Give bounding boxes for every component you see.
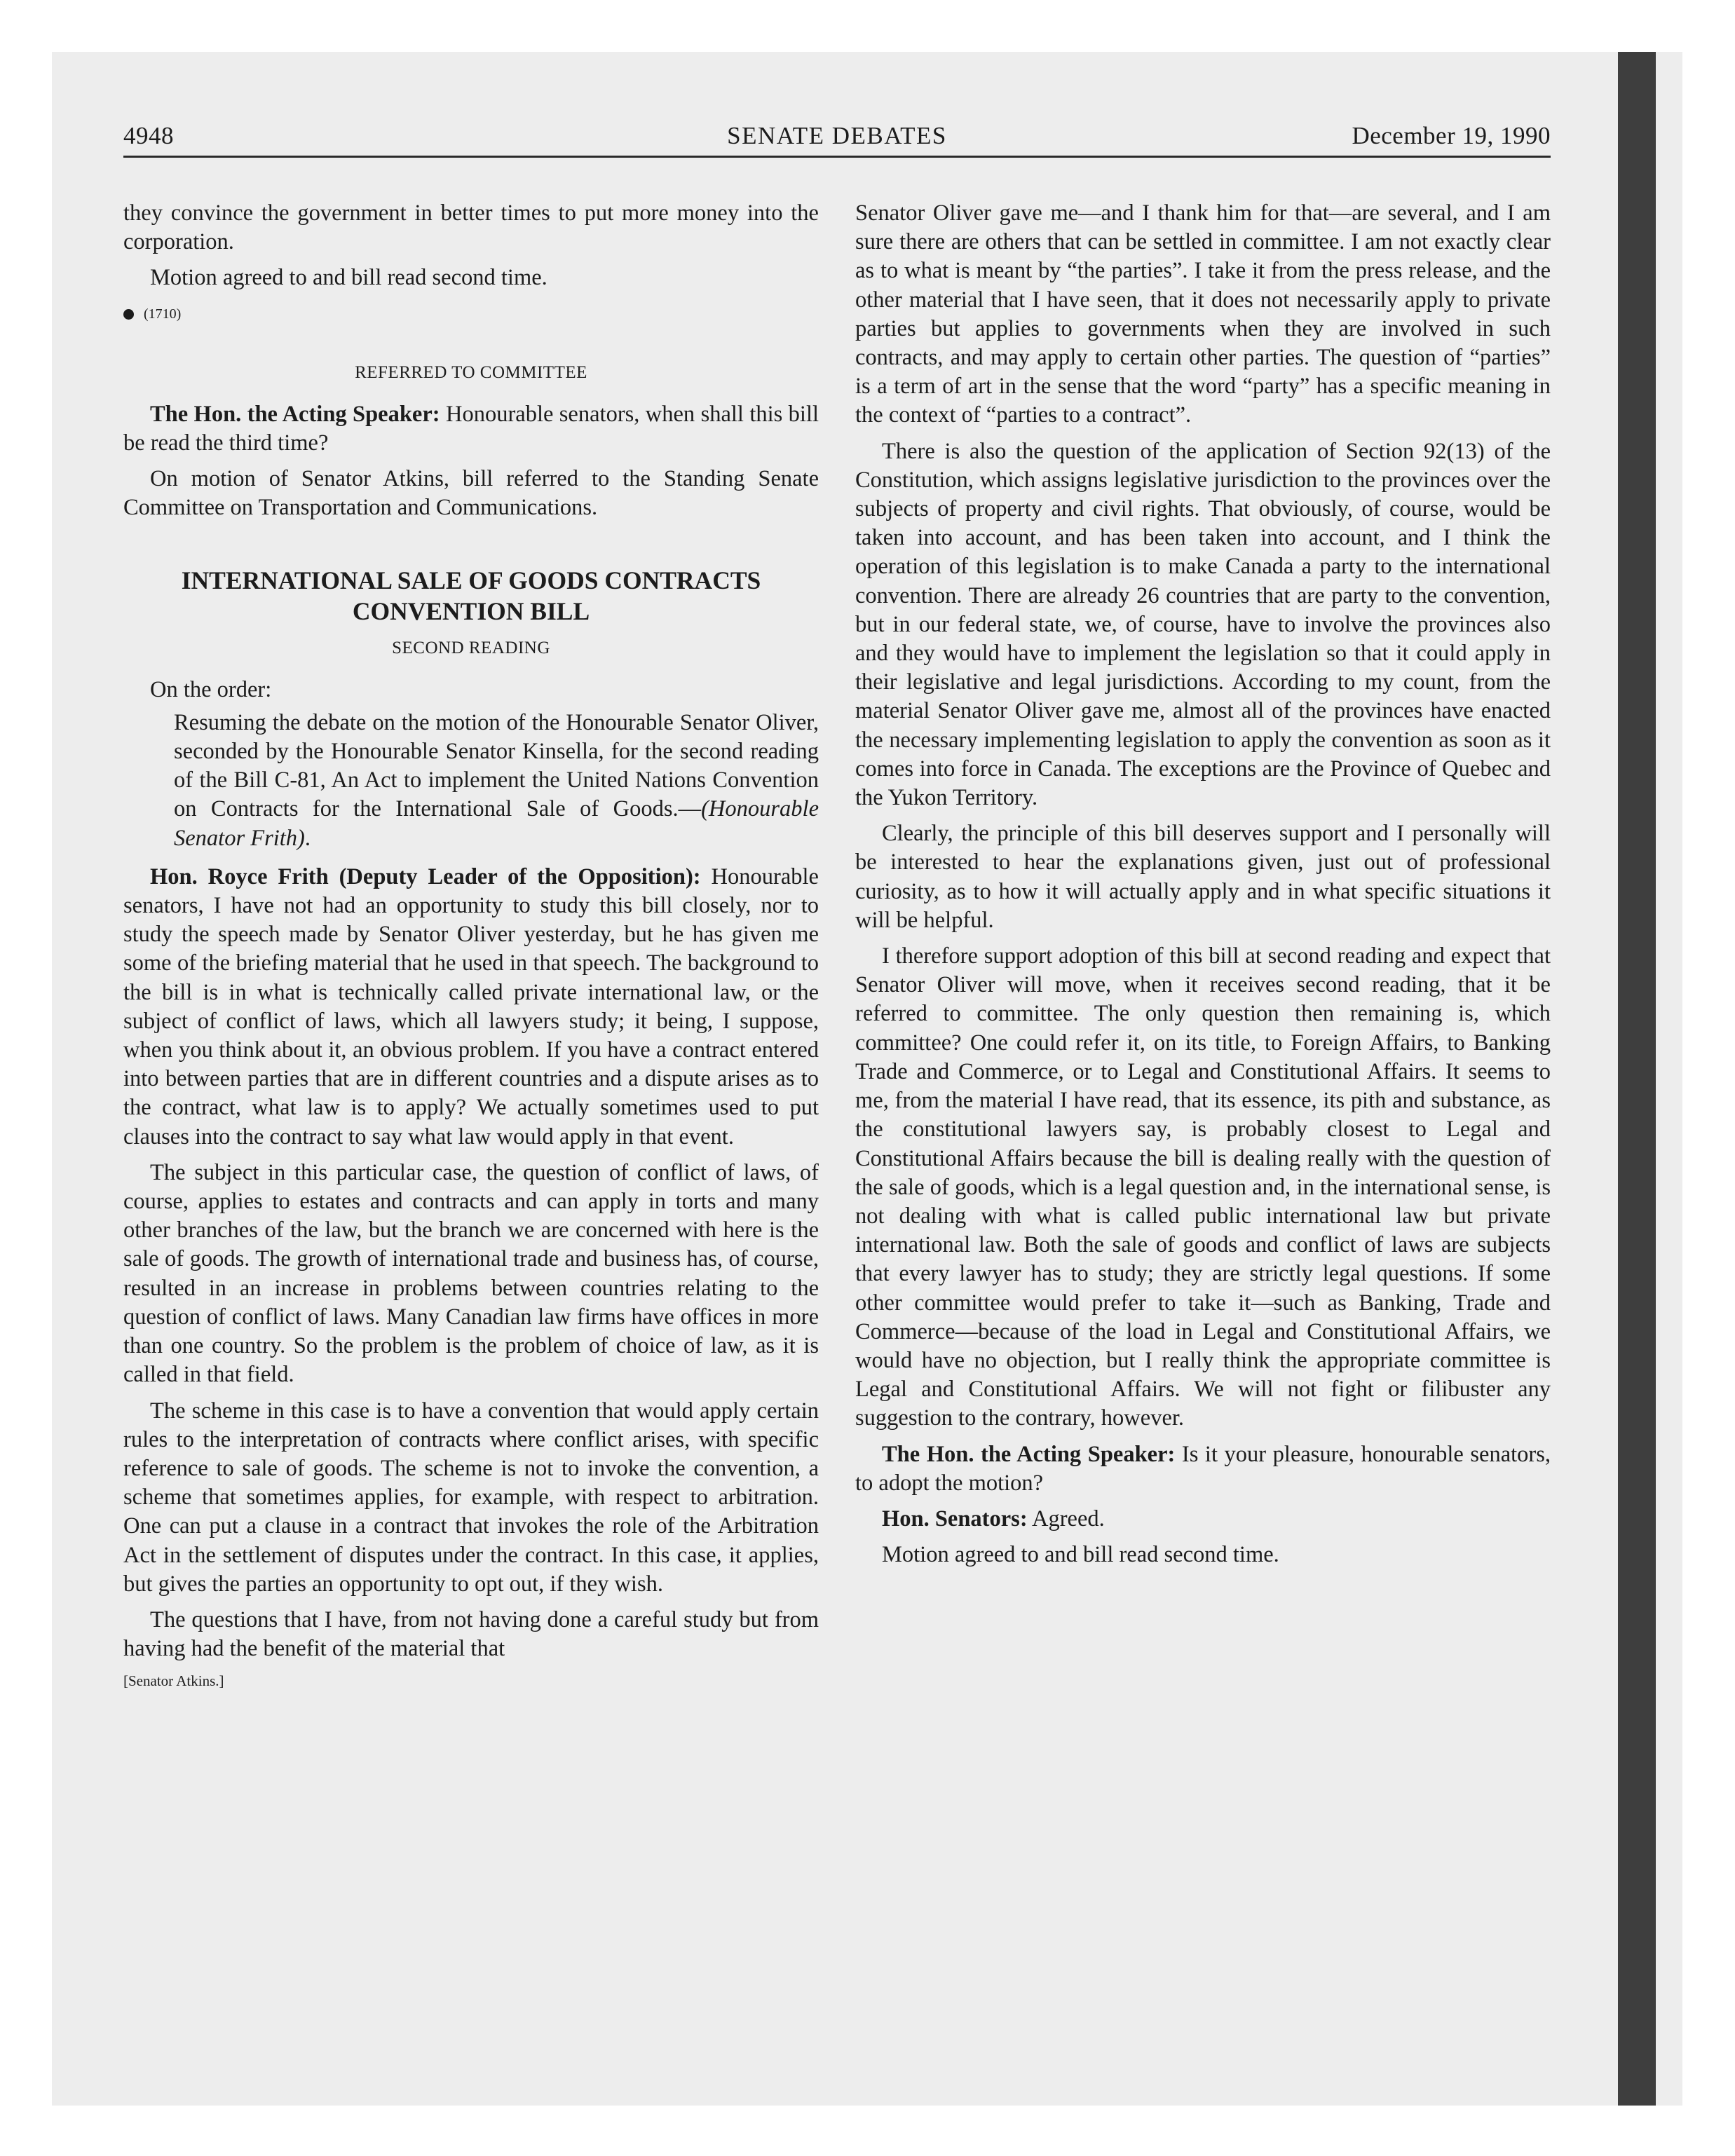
right-paragraph-2: There is also the question of the application of Section 92(13) of the Constitution, which assigns legislative jurisdiction to the provinces over the subjects of property and civil rights. That obviously, of course, would be taken into account, and has been taken into account, and I think the operation of this legislation is to make Canada a party to the international convention. There are already 26 countries that are party to the convention, but in our federal state, we, of course, have to involve the provinces also and they would have to implement the legislation so that it could apply in their legislative and legal jurisdictions. According to my count, from the material Senator Oliver gave me, almost all of the provinces have enacted the necessary implementing legislation to apply the convention as soon as it comes into force in Canada. The exceptions are the Province of Quebec and the Yukon Territory. <box>855 438 1551 811</box>
bullet-icon <box>123 309 134 320</box>
right-paragraph-1: Senator Oliver gave me—and I thank him for that—are several, and I am sure there are others that can be settled in committee. I am not exactly clear as to what is meant by “the parties”. I take it from the press release, and the other material that I have seen, that it does not necessarily apply to private parties but applies to governments when they are involved in such contracts, and may apply to certain other parties. The question of “parties” is a term of art in the sense that the word “party” has a specific meaning in the context of “parties to a contract”. <box>855 200 1551 428</box>
right-column <box>855 199 1551 1576</box>
page-date: December 19, 1990 <box>1352 122 1551 149</box>
senators-text: Agreed. <box>1027 1506 1105 1531</box>
senators-reply-paragraph <box>855 1505 1551 1534</box>
time-marker <box>123 300 819 329</box>
order-end: . <box>304 825 311 851</box>
speaker-name: The Hon. the Acting Speaker: <box>150 401 440 427</box>
section-heading: REFERRED TO COMMITTEE <box>355 362 587 382</box>
frith-paragraph-1 <box>123 863 819 1152</box>
document-page <box>123 121 1551 1690</box>
scan-edge-shadow <box>1618 52 1656 2106</box>
final-motion-paragraph: Motion agreed to and bill read second time. <box>882 1542 1279 1568</box>
speaker-name-2: The Hon. the Acting Speaker: <box>882 1441 1176 1467</box>
page-number: 4948 <box>123 122 174 149</box>
left-column <box>123 199 819 1691</box>
frith-paragraph-2: The subject in this particular case, the question of conflict of laws, of course, applies to estates and contracts and can apply in torts and many other branches of the law, but the branch we are concerned with here is the sale of goods. The growth of international trade and business has, of course, resulted in an increase in problems between countries relating to the question of conflict of laws. Many Canadian law firms have offices in more than one country. So the problem is the problem of choice of law, as it is called in that field. <box>123 1159 819 1388</box>
time-marker-text: (1710) <box>144 306 182 322</box>
bill-title <box>123 565 819 627</box>
bill-title-line-2: CONVENTION BILL <box>352 596 590 625</box>
frith-text-1: Honourable senators, I have not had an opportunity to study this bill closely, nor to study the speech made by Senator Oliver yesterday, but he has given me some of the briefing material that he used in that speech. The background to the bill is in what is technically called private international law, or the subject of conflict of laws, which all lawyers study; it being, I suppose, when you think about it, an obvious problem. If you have a contract entered into between parties that are in different countries and a dispute arises as to the contract, what law is to apply? We actually sometimes used to put clauses into the contract to say what law would apply in that event. <box>123 864 819 1149</box>
speaker-question-paragraph <box>855 1440 1551 1498</box>
order-text <box>174 709 819 853</box>
motion-agreed-paragraph: Motion agreed to and bill read second time. <box>150 265 547 291</box>
bill-title-line-1: INTERNATIONAL SALE OF GOODS CONTRACTS <box>181 566 761 594</box>
frith-speaker-name: Hon. Royce Frith (Deputy Leader of the Opposition): <box>150 864 701 889</box>
right-paragraph-4: I therefore support adoption of this bill at second reading and expect that Senator Oliver will move, when it receives second reading, that it be referred to committee. The only question then remaining is, which committee? One could refer it, on its title, to Foreign Affairs, to Banking Trade and Commerce, or to Legal and Constitutional Affairs. It seems to me, from the material I have read, that its essence, its pith and substance, as the constitutional lawyers say, is probably closest to Legal and Constitutional Affairs because the bill is dealing really with the question of the sale of goods, which is a legal question and, in the international sense, is not dealing with what is called public international law but private international law. Both the sale of goods and conflict of laws are subjects that every lawyer has to study; they are strictly legal questions. If some other committee would prefer to take it—such as Banking, Trade and Commerce—because of the load in Legal and Constitutional Affairs, we would have no objection, but I really think the appropriate committee is Legal and Constitutional Affairs. We will not fight or filibuster any suggestion to the contrary, however. <box>855 943 1551 1431</box>
frith-paragraph-4: The questions that I have, from not having done a careful study but from having had the benefit of the material that <box>123 1606 819 1662</box>
senators-name: Hon. Senators: <box>882 1506 1028 1531</box>
speaker-text: Honourable senators, when shall this bill be read the third time? <box>123 401 819 456</box>
frith-paragraph-3: The scheme in this case is to have a convention that would apply certain rules to the interpretation of contracts where conflict arises, with specific reference to sale of goods. The scheme is not to invoke the convention, a scheme that sometimes applies, for example, with respect to arbitration. One can put a clause in a contract that invokes the role of the Arbitration Act in the settlement of disputes under the contract. In this case, it applies, but gives the parties an opportunity to opt out, if they wish. <box>123 1398 819 1597</box>
publication-title: SENATE DEBATES <box>727 122 947 149</box>
continued-paragraph: they convince the government in better times to put more money into the corporation. <box>123 200 819 255</box>
order-label: On the order: <box>150 676 272 702</box>
speaker-text-2: Is it your pleasure, honourable senators, to adopt the motion? <box>855 1441 1551 1496</box>
page-header <box>123 121 1551 158</box>
order-body: Resuming the debate on the motion of the Honourable Senator Oliver, seconded by the Honourable Senator Kinsella, for the second reading of the Bill C-81, An Act to implement the United Nations Convention on Contracts for the International Sale of Goods.— <box>174 709 819 822</box>
right-paragraph-3: Clearly, the principle of this bill deserves support and I personally will be interested to hear the explanations given, just out of professional curiosity, as to how it will actually apply and in what specific situations it will be helpful. <box>855 821 1551 933</box>
bill-subheading: SECOND READING <box>392 638 550 657</box>
page-footnote: [Senator Atkins.] <box>123 1672 224 1690</box>
speaker-paragraph <box>123 400 819 458</box>
motion-referral-paragraph: On motion of Senator Atkins, bill referred to the Standing Senate Committee on Transportation and Communications. <box>123 466 819 521</box>
order-attribution: (Honourable Senator Frith) <box>174 796 819 851</box>
